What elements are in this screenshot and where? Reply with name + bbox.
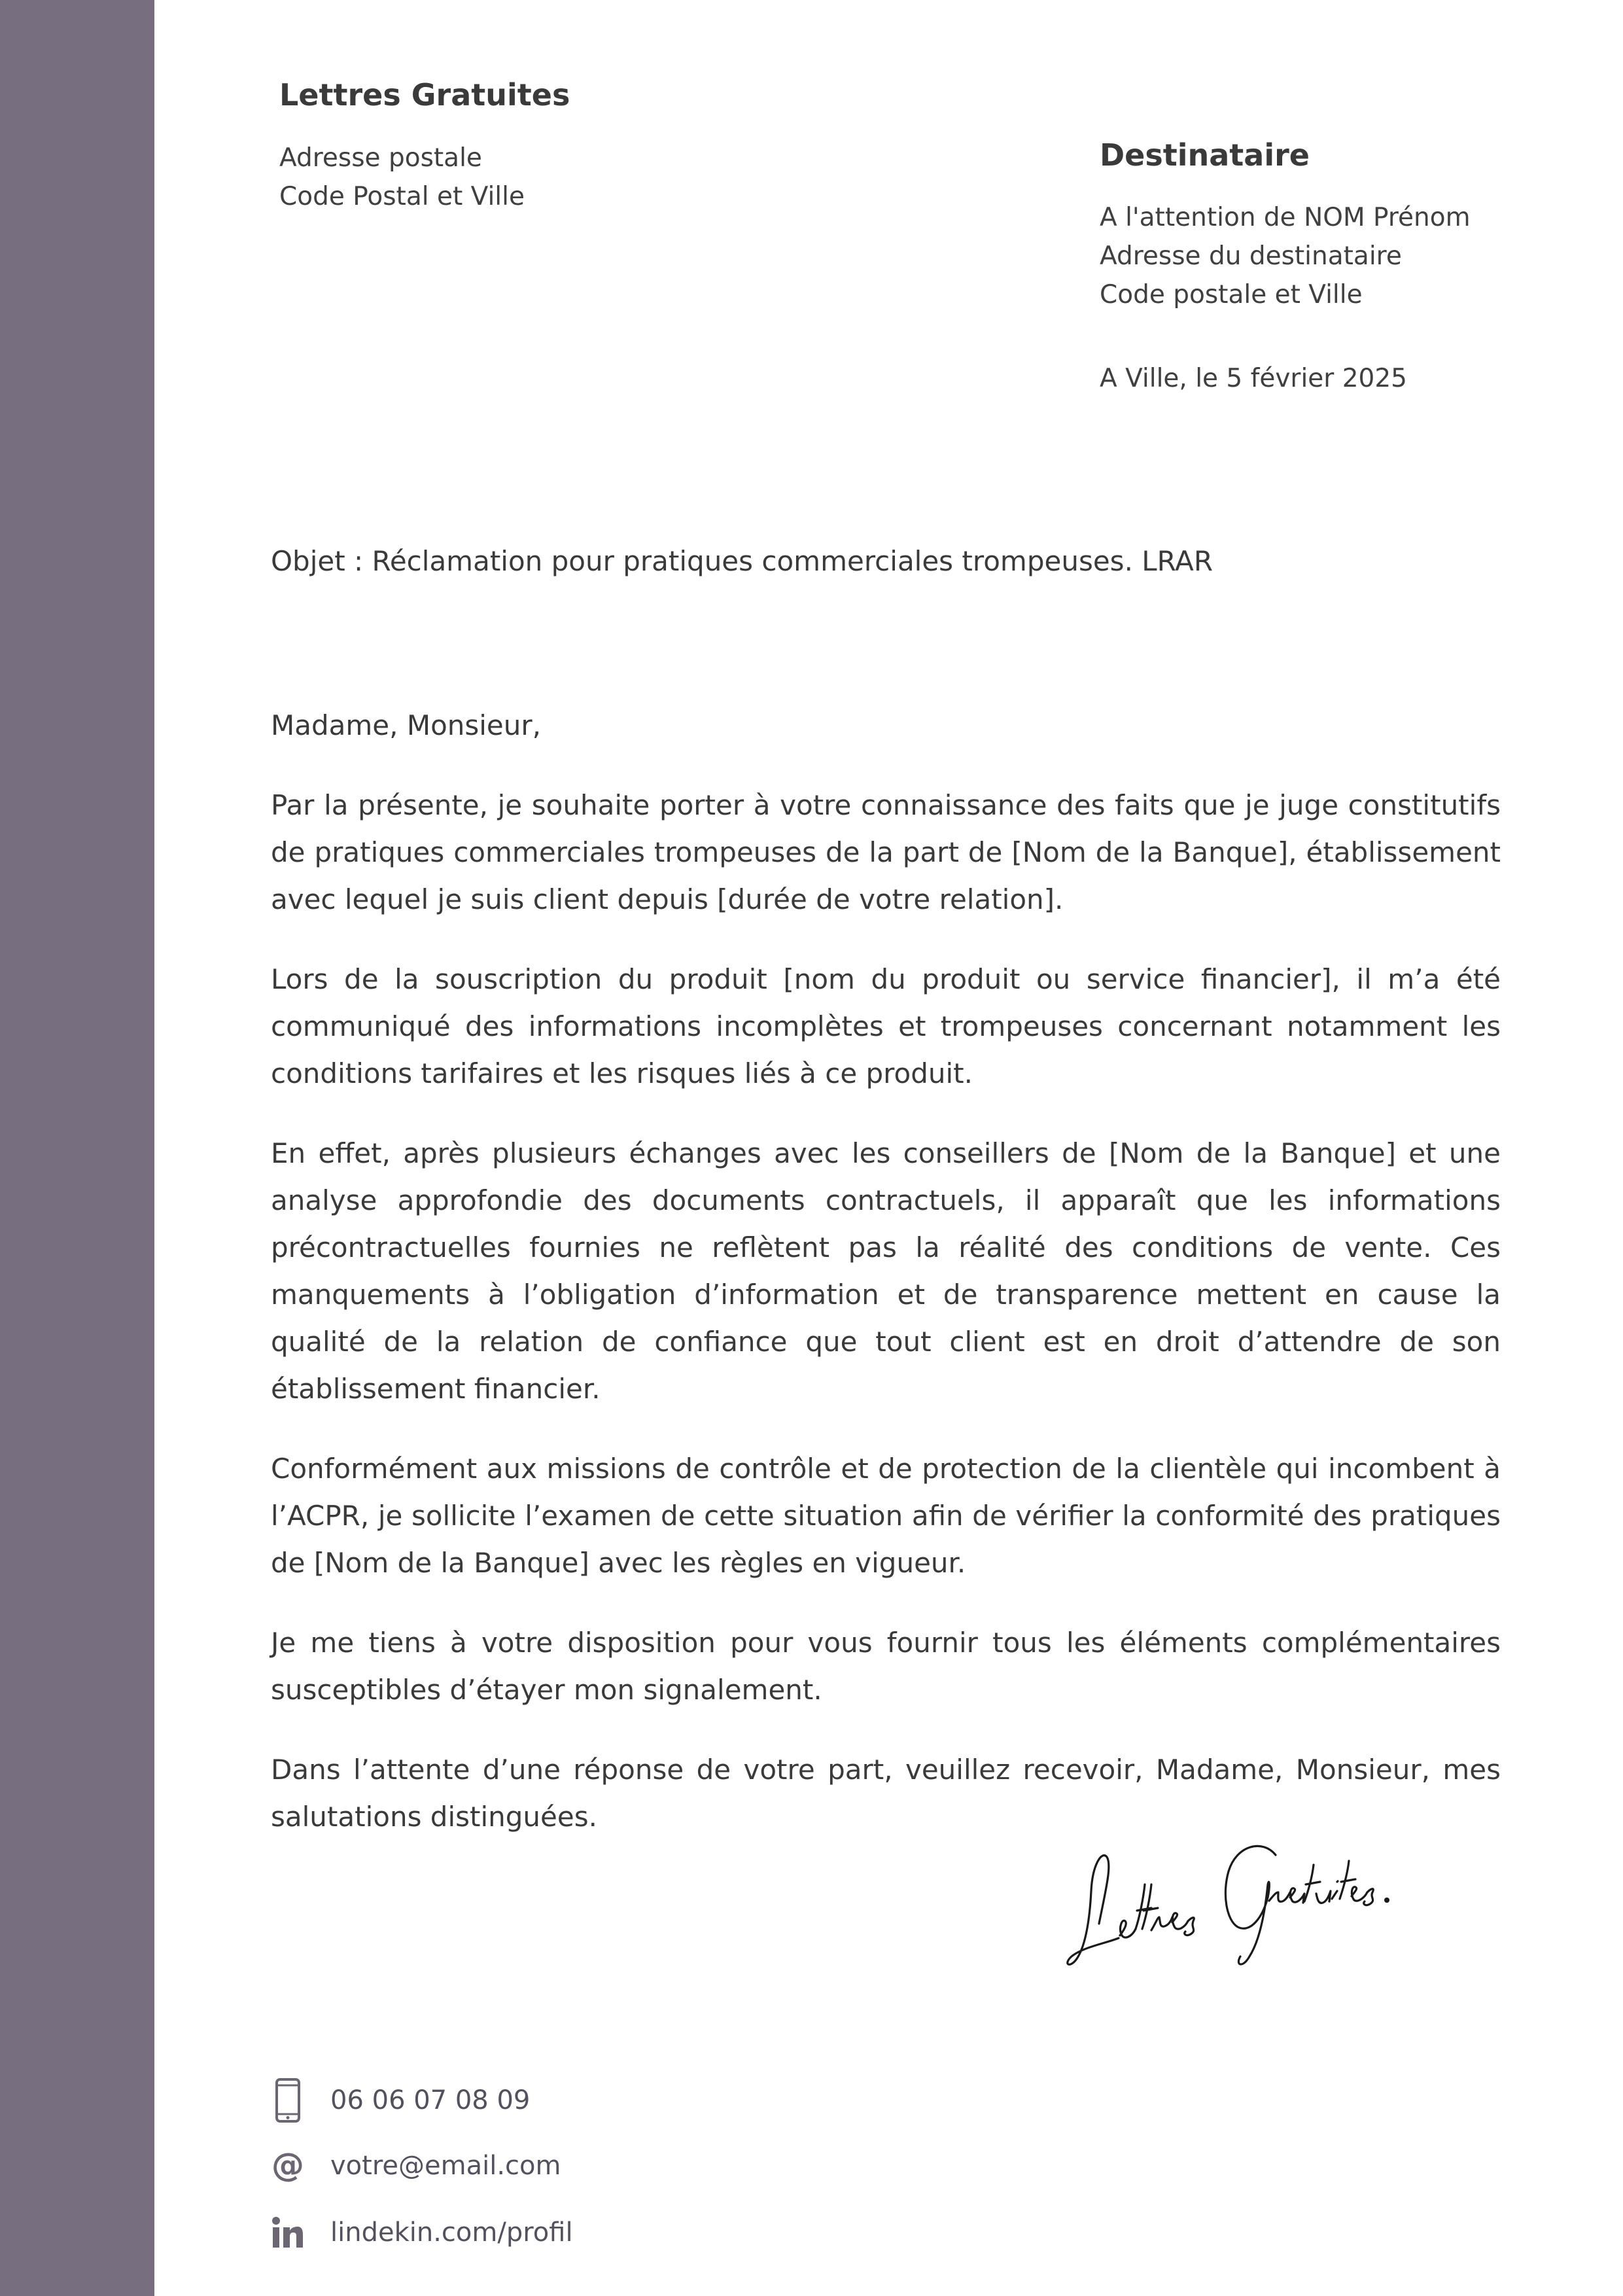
recipient-attention: A l'attention de NOM Prénom — [1100, 203, 1471, 232]
body-paragraph: Par la présente, je souhaite porter à votre connaissance des faits que je juge constitutifs de pratiques commerciales trompeuses de la part de [Nom de la Banque], établissement avec lequel je suis client depuis [durée de votre relation]. — [271, 789, 1501, 915]
linkedin-url: lindekin.com/profil — [330, 2217, 573, 2248]
handwritten-signature — [1060, 1819, 1439, 1983]
recipient-title: Destinataire — [1100, 137, 1310, 173]
phone-number: 06 06 07 08 09 — [330, 2085, 531, 2115]
sender-address-line2: Code Postal et Ville — [279, 182, 525, 211]
recipient-address-line2: Code postale et Ville — [1100, 280, 1363, 309]
svg-text:@: @ — [271, 2149, 304, 2183]
sender-address — [279, 139, 525, 216]
contact-phone — [268, 2077, 530, 2123]
at-sign-icon — [268, 2143, 307, 2189]
sender-name: Lettres Gratuites — [279, 77, 570, 113]
sender-address-line1: Adresse postale — [279, 143, 482, 173]
sidebar-accent-bar — [0, 0, 154, 2296]
contact-linkedin — [268, 2210, 573, 2255]
phone-icon — [268, 2077, 307, 2123]
letter-body — [271, 702, 1501, 1873]
email-address: votre@email.com — [330, 2151, 561, 2181]
recipient-address-line1: Adresse du destinataire — [1100, 241, 1402, 271]
date-line: A Ville, le 5 février 2025 — [1100, 364, 1407, 393]
contact-email — [268, 2143, 561, 2189]
body-paragraph: Conformément aux missions de contrôle et de protection de la clientèle qui incombent à l’ACPR, je sollicite l’examen de cette situation afin de vérifier la conformité des pratiques de [Nom de la Banque] avec les règles en vigueur. — [271, 1453, 1501, 1579]
body-paragraph: Lors de la souscription du produit [nom du produit ou service financier], il m’a été communiqué des informations incomplètes et trompeuses concernant notamment les conditions tarifaires et les risques liés à ce produit. — [271, 963, 1501, 1089]
salutation: Madame, Monsieur, — [271, 709, 542, 741]
letter-subject: Objet : Réclamation pour pratiques commerciales trompeuses. LRAR — [271, 545, 1213, 577]
recipient-address — [1100, 198, 1471, 314]
linkedin-icon — [268, 2210, 307, 2255]
body-paragraph: Je me tiens à votre disposition pour vous fournir tous les éléments complémentaires susceptibles d’étayer mon signalement. — [271, 1627, 1501, 1706]
body-paragraph: Dans l’attente d’une réponse de votre part, veuillez recevoir, Madame, Monsieur, mes salutations distinguées. — [271, 1754, 1501, 1833]
body-paragraph: En effet, après plusieurs échanges avec les conseillers de [Nom de la Banque] et une analyse approfondie des documents contractuels, il apparaît que les informations précontractuelles fournies ne reflètent pas la réalité des conditions de vente. Ces manquements à l’obligation d’information et de transparence mettent en cause la qualité de la relation de confiance que tout client est en droit d’attendre de son établissement financier. — [271, 1137, 1501, 1405]
